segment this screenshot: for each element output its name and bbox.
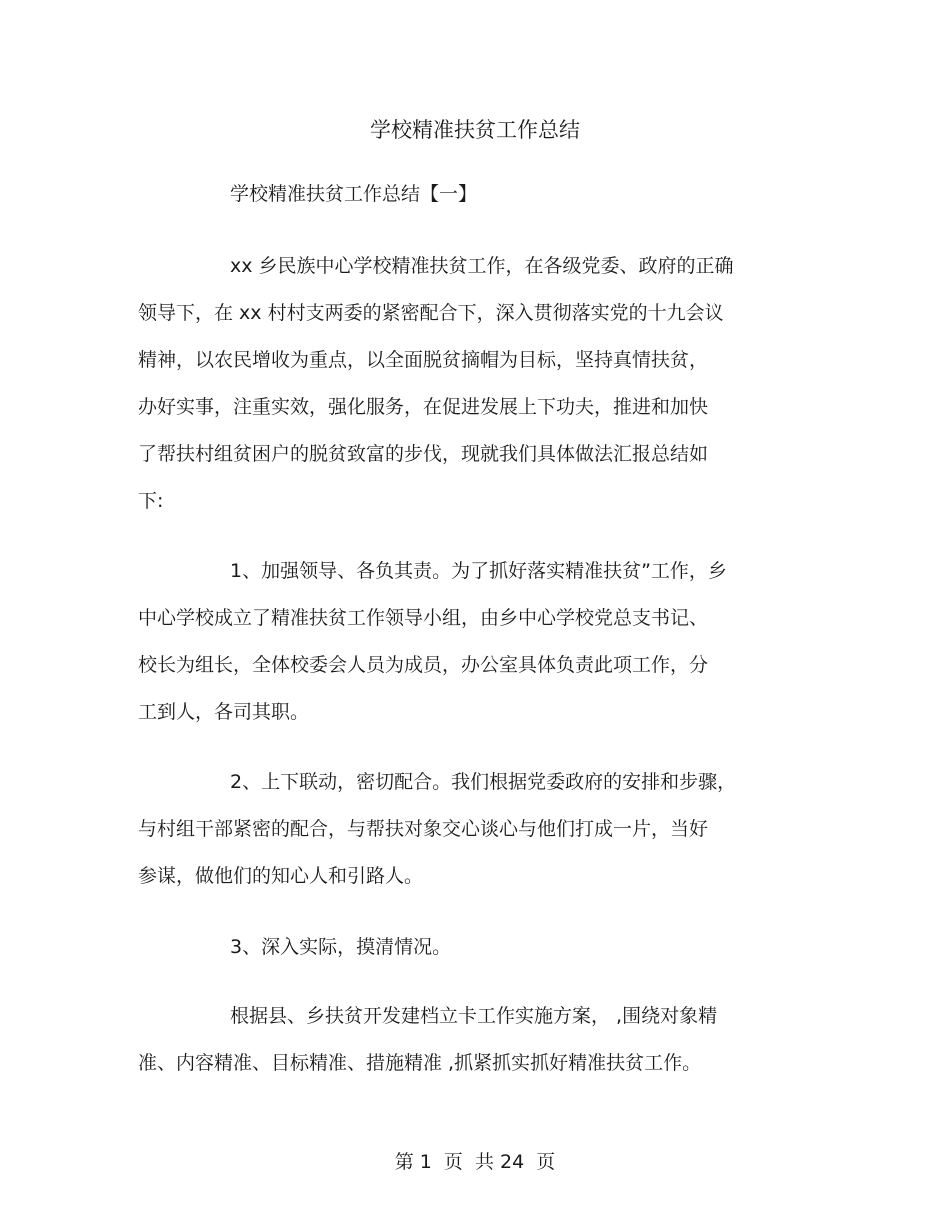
page-footer: 第 1 页 共 24 页 [394,1151,556,1173]
text-line: 了帮扶村组贫困户的脱贫致富的步伐，现就我们具体做法汇报总结如 [138,443,709,465]
document-title: 学校精准扶贫工作总结 [370,118,580,142]
text-line: 中心学校成立了精准扶贫工作领导小组，由乡中心学校党总支书记、 [138,607,709,629]
paragraph-item-1 [138,548,818,736]
text-line: 校长为组长，全体校委会人员为成员，办公室具体负责此项工作，分 [138,654,709,676]
section-heading: 学校精准扶贫工作总结【一】 [230,183,478,205]
text-line: xx 乡民族中心学校精准扶贫工作，在各级党委、政府的正确 [230,255,734,277]
text-line: 办好实事，注重实效，强化服务，在促进发展上下功夫，推进和加快 [138,396,709,418]
text-line: 准、内容精准、目标精准、措施精准 ,抓紧抓实抓好精准扶贫工作。 [138,1052,702,1074]
text-line: 精神，以农民增收为重点，以全面脱贫摘帽为目标，坚持真情扶贫， [138,349,709,371]
text-line: 参谋，做他们的知心人和引路人。 [138,865,424,887]
paragraph-item-3 [138,924,818,971]
text-line: 与村组干部紧密的配合，与帮扶对象交心谈心与他们打成一片，当好 [138,818,709,840]
text-line: 2、上下联动，密切配合。我们根据党委政府的安排和步骤， [230,771,737,793]
text-line: 1、加强领导、各负其责。为了抓好落实精准扶贫”工作，乡 [230,560,727,582]
text-line: 3、深入实际，摸清情况。 [230,936,452,958]
text-line: 下: [138,490,164,512]
text-line: 领导下，在 xx 村村支两委的紧密配合下，深入贯彻落实党的十九会议 [138,302,724,324]
paragraph-item-2 [138,759,818,900]
text-line: 根据县、乡扶贫开发建档立卡工作实施方案， ,围绕对象精 [230,1005,718,1027]
paragraph-body [138,993,818,1087]
text-line: 工到人，各司其职。 [138,701,310,723]
paragraph-intro [138,243,818,525]
